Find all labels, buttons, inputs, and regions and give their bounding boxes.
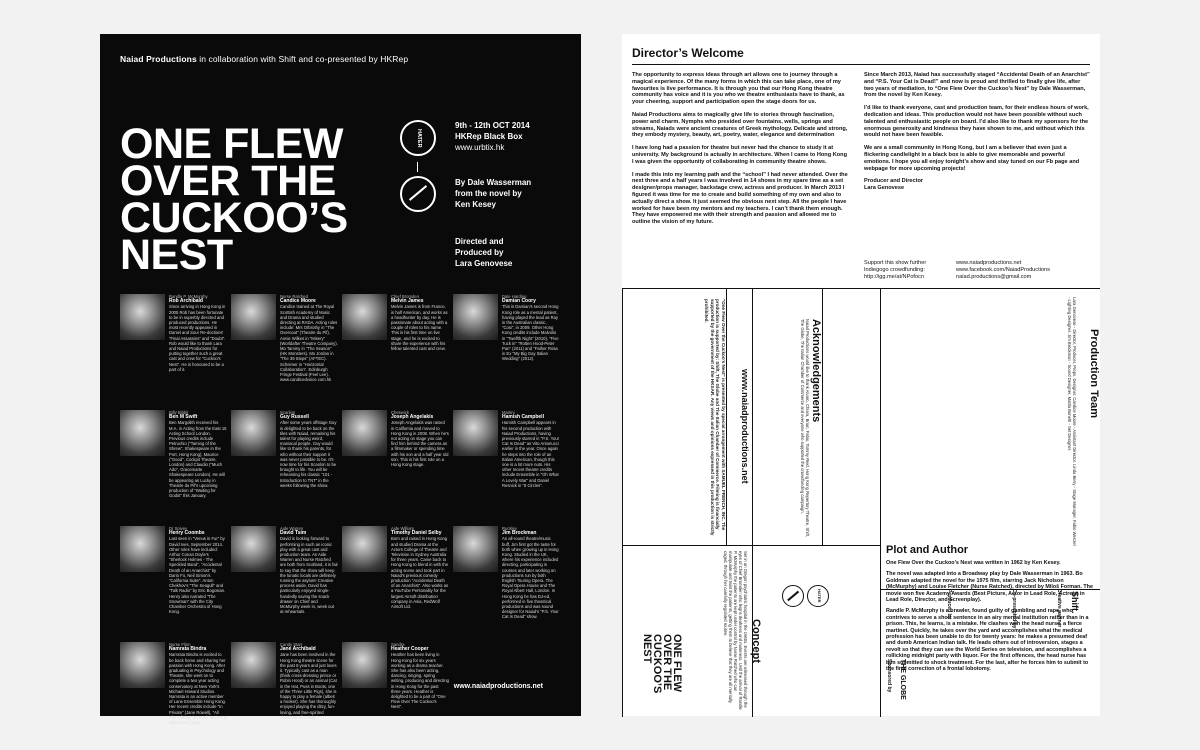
grid-line bbox=[726, 289, 727, 545]
cast-name: Henry Coombs bbox=[169, 530, 205, 537]
poster-title bbox=[120, 120, 410, 279]
cast-bio: After some years offstage Guy is delighted to be back on the tiles with Naiad, remaining his talent for playing weird, maniacal people. Guy would like to thank his parents, for who without their support it was never possible to be. It's now time for his Scanlon to be brought to life. You will be rehearsing his classic "101 - Introduction to TNT" in the weeks following the show. bbox=[280, 420, 337, 488]
cast-role: Nurse Ratched bbox=[280, 294, 308, 299]
plot-and-author bbox=[880, 544, 1100, 678]
cast-row bbox=[120, 294, 565, 398]
support-line-2: Indiegogo crowdfunding: bbox=[864, 267, 925, 273]
vertical-title-line: ONE FLEW bbox=[671, 634, 683, 693]
directors-welcome-title: Director’s Welcome bbox=[632, 46, 744, 60]
cast-photo bbox=[453, 410, 498, 456]
welcome-paragraph: Since March 2013, Naiad has successfully staged “Accidental Death of an Anarchist” and “P.S. Your Cat is Dead!” and now is proud and thrilled to finally give life, after two years of mediation, to “One Flew Over the Cuckoo’s Nest” by Dale Wasserman, from the novel by Ken Kesey. bbox=[864, 72, 1090, 99]
support-links bbox=[864, 260, 1090, 281]
facebook-link[interactable]: www.facebook.com/NaiadProductions bbox=[956, 267, 1050, 273]
title-line-3: CUCKOO’S bbox=[120, 194, 348, 242]
cast-bio: Since arriving in Hong Kong in 2005 Rob has been fortunate to be in superbly directed and produced productions. He most recently appeared in Daniel and Sour Re-doctions' "Final Assassins" and "Doubt". Rob would like to thank Lara and Naiad Productions for putting together such a great cast and crew for "Cuckoo's Nest". He is honoured to be a part of it. bbox=[169, 304, 226, 372]
cast-bio: Candice trained at The Royal Scottish Academy of Music and Drama and studied directing at RADA. Acting roles include: Mrs Orbrothy in "The Overcoat" (Theatre du Pif), Annie Wilkes in "Misery" (Worldafter Theatre Company). Mo Tammy in "The Season" (HK Monsters). Mo Jordan in "The 39 Steps" (AFTEC). Scheimer in "Horizontal Collaboration". Edinburgh Fringe Festival (Feel Lee). www.candicedvoice.com.hk bbox=[280, 304, 338, 383]
sponsored-by-label: Sponsored by bbox=[886, 659, 892, 693]
cast-photo bbox=[342, 526, 387, 572]
concept-text: Set in an Oregon psychiatric hospital in the 1960s. Events are witnessed through the eyes of Chief Bromden who feigns deafness and muteness. Until the arrival of Randle P. McMurphy the patients are kept under control by Nurse Ratched who can manipulate and twist the patients, getting them to believe that they are all mentally caged, through her carefully regulated routine. bbox=[723, 551, 748, 710]
cast-name: Timothy Daniel Selby bbox=[391, 530, 442, 537]
directed-2: Produced by bbox=[455, 248, 504, 257]
hater-logo-text: HATER bbox=[416, 128, 422, 148]
website-link[interactable]: www.naiadproductions.net bbox=[956, 260, 1022, 266]
cast-grid bbox=[120, 294, 565, 750]
presenter-name: Naiad Productions bbox=[120, 54, 197, 64]
cast-bio: Born and raised in Hong Kong and studied Drama at the Actors College of Theatre and Television in Sydney Australia for three years. Came back to Hong Kong to blend in with the acting scene and took part in Naiad's previous comedy production "Accidental Death of an Anarchist". Also works as a YouTube Personality for the largest Airsoft distribution company in Asia, RedWolf Airsoft Ltd. bbox=[391, 536, 449, 610]
cast-role: Martini bbox=[502, 410, 515, 415]
cast-photo bbox=[120, 410, 165, 456]
signature-name: Lara Genovese bbox=[864, 185, 905, 192]
concept-heading: Concept bbox=[750, 619, 762, 663]
title-line-4: NEST bbox=[120, 231, 233, 279]
acknowledgements-heading: Acknowledgements bbox=[810, 319, 822, 423]
welcome-paragraph: Naiad Productions aims to magically give life to stories through fascination, power and charm. Nymphs who presided over fountains, wells, springs and streams, Naiads were ancient creatures of Greek mythology. Delicate and strong, they embody mystery, beauty, art, poetry, water, elegance and determination bbox=[632, 111, 848, 139]
poster-info bbox=[455, 120, 575, 269]
cast-member bbox=[342, 410, 453, 514]
cast-name: Namrata Bindra bbox=[169, 646, 207, 653]
cast-role: Nurse Flinn bbox=[169, 642, 191, 647]
cast-role: Ruckley bbox=[502, 526, 517, 531]
cast-row bbox=[120, 410, 565, 514]
cast-role: Dr Spivey bbox=[169, 526, 188, 531]
acknowledgements-website[interactable]: www.naiadproductions.net bbox=[740, 369, 750, 484]
creative-partner-label: Creative partner bbox=[1056, 589, 1062, 628]
cast-member bbox=[120, 642, 231, 746]
cast-role: Scanlon bbox=[280, 410, 296, 415]
byline-2: from the novel by bbox=[455, 189, 522, 198]
cast-name: Joseph Angelakis bbox=[391, 414, 434, 421]
cast-name: Heather Cooper bbox=[391, 646, 429, 653]
cast-photo bbox=[342, 410, 387, 456]
welcome-column-1 bbox=[632, 72, 850, 232]
cast-name: Jim Brockman bbox=[502, 530, 537, 537]
copresented-by-label: Co-presented by bbox=[1011, 589, 1017, 629]
cast-role: Aide Warren bbox=[280, 526, 304, 531]
cast-name: Hamish Campbell bbox=[502, 414, 544, 421]
cast-member bbox=[231, 526, 342, 630]
cast-bio: Jane has been involved in the Hong Kong theatre scene for the past 8 years and just loves it. Typically cast as a man (think cross-dressing prince or Robin Hood) or an animal (Cat in the Hat, Puss in Boots, one of the Three Little Pigs), she is happy to play a female (albeit a hooker). She has thoroughly enjoyed playing the ditzy, fun-loving, and free-spirited character of Candy. bbox=[280, 652, 337, 720]
cast-photo bbox=[231, 410, 276, 456]
cast-role: Chief Bromden bbox=[391, 294, 419, 299]
title-line-1: ONE FLEW bbox=[120, 120, 343, 168]
cast-bio: Joseph Angelakis was raised in California and moved to Hong Kong in 2008. When he's not acting on stage you can find him behind the camera as a filmmaker or spending time with his son and a half year old son. This is his first role on a Hong Kong stage. bbox=[391, 420, 449, 468]
poster bbox=[100, 34, 581, 726]
vertical-title-line: NEST bbox=[641, 634, 653, 664]
byline-3: Ken Kesey bbox=[455, 200, 496, 209]
cast-bio: Melvin James is from France, is half American, and works as a headhunter by day. He is passionate about acting with a couple of roles to his name. This is his first time on live stage, and he is excited to share the experience with his fellow talented cast and crew. bbox=[391, 304, 448, 352]
cast-bio: Ben Margolith received his M.A. in Acting from the East 15 Acting School London. Previous credits include Petruchio ("Taming of the Shrew", Shakespeare in the Port, Hong Kong), Maurice ("Good", Cockpit Theatre, London) and Claudio ("Much Ado", Gracemarte Shakespeare London). He will be appearing as Lucky in Theatre du Pif's upcoming production of "Waiting for Godot" this January. bbox=[169, 420, 227, 499]
welcome-paragraph: The opportunity to express ideas through art allows one to journey through a magical experience. Of the many forms in which this can take place, one of my favourites is live performance. It is through you that our Hong Kong theatre community has voice and it is you who we theatre enthusiasts have to thank, as your cheering, support and participation open the stage doors for us. bbox=[632, 72, 845, 106]
crowdfunding-link[interactable]: http://igg.me/at/NPofocn bbox=[864, 274, 925, 280]
cast-member bbox=[342, 526, 453, 630]
cast-role: Cheswick bbox=[391, 410, 409, 415]
cast-role: Billy Bibbit bbox=[169, 410, 189, 415]
cast-photo bbox=[231, 294, 276, 340]
grid-line bbox=[622, 545, 880, 546]
cast-member bbox=[120, 294, 231, 398]
cast-role: Aide William bbox=[391, 526, 415, 531]
cast-bio: Heather has been living in Hong Kong for six years working as a drama teacher. She has also been acting, dancing, singing, spring writing, producing and directing in Hong Kong for the past three years. Heather is delighted to be a part of "One Flew Over The Cuckoo's Nest". bbox=[391, 652, 449, 710]
show-venue: HKRep Black Box bbox=[455, 132, 523, 141]
cast-role: Sandra bbox=[391, 642, 405, 647]
plot-paragraph: The novel was adapted into a Broadway play by Dale Wasserman in 1963. Bo Goldman adapted the novel for the 1975 film, starring Jack Nicholson (McMurphy) and Louise Fletcher (Nurse Ratched), directed by Miloš Forman. The movie won five Academy Awards (Best Picture, Actor in Lead Role, Actress in Lead Role, Director, and Screenplay). bbox=[886, 571, 1093, 604]
cast-member bbox=[231, 642, 342, 746]
cast-name: Damian Coory bbox=[502, 298, 536, 305]
poster-footer-url[interactable]: www.naiadproductions.net bbox=[453, 683, 543, 690]
poster-presenter-line bbox=[120, 54, 408, 64]
cast-photo bbox=[453, 294, 498, 340]
ticket-url[interactable]: www.urbtix.hk bbox=[455, 143, 505, 152]
cast-photo bbox=[120, 294, 165, 340]
cast-member bbox=[120, 526, 231, 630]
welcome-paragraph: I’d like to thank everyone, cast and production team, for their endless hours of work, dedication and ideas. This production would not have been possible without such talented and enthusiastic people on board. I’d also like to thank my sponsors for the enormous generosity and kindness they have shown to me, and without which this would not have been feasible. bbox=[864, 105, 1089, 139]
cast-bio: This is Damian's second Hong Kong role as a mental patient, having played the lead as Ray in the Australian classic, "Cosi", in 2009. Other Hong Kong credits include Malvolio in "Twelfth Night" (2010), "Five Tuck in" "Rotten Hood-Peter Pan" (2011) and "Father Rosa in Ex "My Big Gay Italian Wedding" (2012). bbox=[502, 304, 559, 362]
signature bbox=[864, 178, 1090, 192]
plot-title: Plot and Author bbox=[886, 544, 969, 556]
cast-name: Ben M Swift bbox=[169, 414, 198, 421]
cast-photo bbox=[231, 526, 276, 572]
directed-1: Directed and bbox=[455, 237, 504, 246]
cast-member bbox=[453, 526, 564, 630]
grid-line bbox=[822, 289, 823, 545]
shift-logo: Shift. bbox=[1070, 591, 1080, 614]
signature-role: Producer and Director bbox=[864, 178, 924, 185]
cast-row bbox=[120, 526, 565, 630]
cast-role: Randle P. McMurphy bbox=[169, 294, 208, 299]
support-line-1: Support this show further bbox=[864, 260, 927, 266]
email-link[interactable]: naiad.productions@gmail.com bbox=[956, 274, 1032, 280]
production-team-heading: Production Team bbox=[1088, 329, 1100, 419]
cast-member bbox=[342, 294, 453, 398]
cast-member bbox=[120, 410, 231, 514]
no-symbol-icon bbox=[400, 176, 436, 212]
cast-photo bbox=[342, 642, 387, 688]
cast-bio: An all-round theatre/music buff, Jim first got the taste for both when growing up in Hong Kong. Studied in the UK, where his experience included directing, participating in courses and later working on productions run by both English Touring Opera, The Royal Opera House and The Royal Albert Hall, London. In Hong Kong he has DJ-ed, performed in five theatrical productions and was sound designer for Naiad's "P.S. Your Cat Is Dead" show. bbox=[502, 536, 559, 620]
grid-line bbox=[622, 289, 623, 717]
cast-name: Melvin James bbox=[391, 298, 424, 305]
globe-logo: THE GLOBE bbox=[899, 659, 906, 700]
cast-member bbox=[231, 294, 342, 398]
cast-photo bbox=[120, 642, 165, 688]
welcome-paragraph: I have long had a passion for theatre but never had the chance to study it at university. My background is actually in architecture. When I came to Hong Kong I was given the opportunity of collaborating in community theatre shows. bbox=[632, 145, 847, 165]
cast-bio: Namrata Bindra is excited to be back home and sharing her passion with Hong Kong. After graduating in Psychology and Theatre, she went on to complete a two year acting conservatory at New York's Michael Howard Studios. Namrata is an active member of Lane Ensemble Hong Kong. Her recent credits include "In Private" (Jane Rowell), "All The Infamy" (Forms), and "Dog Sees God" (Van). bbox=[169, 652, 227, 726]
acknowledgements-text: Naiad Productions would like to thank Alvaro, Chiara, Brian, Fabio, Tommy Reid, Hong Kong Repertory Theatre, Shift, The Globe, The Italian Chamber of Commerce and everyone who supported the crowdfunding campaign. bbox=[800, 319, 810, 537]
vertical-title-line: OVER THE bbox=[661, 634, 673, 691]
title-rule bbox=[632, 64, 1090, 65]
cast-row bbox=[120, 642, 565, 746]
cast-name: Candice Moore bbox=[280, 298, 316, 305]
cast-bio: Last seen in "Venus in Fur" by David Ives, September 2014. Other roles have included: Arthur Conan Doyle's "Sherlock Holmes - The Speckled Band", "Accidental Death of an Anarchist" by Dario Fo, Neil Simon's "California Suite". Anton Chekhov's "The Seagull" and "Talk Radio" by Eric Bogosian. Henry also narrated "The Snowman" with the City Chamber Orchestra of Hong Kong. bbox=[169, 536, 226, 615]
cast-member bbox=[453, 294, 564, 398]
rights-text: "One Flew Over the Cuckoo's Nest" is presented by special arrangement with SAMUEL FRENCH, INC. The production is supported by: Shift, The Globe and The Italian Chamber of Commerce. Filming is financially supported by the government of the HKSAR. Any views and opinions expressed in this production is strictly prohibited. bbox=[704, 299, 726, 536]
cast-role: Dale Harding bbox=[502, 294, 527, 299]
byline-1: By Dale Wasserman bbox=[455, 178, 532, 187]
cast-role: Candy Starr bbox=[280, 642, 303, 647]
cast-photo bbox=[231, 642, 276, 688]
welcome-paragraph: I made this into my learning path and the “school” I had never attended. Over the next three and a half years I was involved in 14 shows in my spare time as a set designer/props manager, backstage crew, actress and producer. In March 2013 I figured it was time for me to create and build something of my own and also to actually direct a show. It just seemed the obvious next step. All the people I have worked for have been my mentors and my teachers. I can’t thank them enough. They have empowered me with their strength and passion and allowed me to outline the vision of my future. bbox=[632, 171, 848, 226]
plot-paragraph: One Flew Over the Cuckoo’s Nest was written in 1962 by Ken Kesey. bbox=[886, 560, 1061, 566]
welcome-column-2 bbox=[864, 72, 1090, 192]
presenter-collab: in collaboration with Shift and co-presented by HKRep bbox=[196, 54, 409, 64]
cast-member bbox=[342, 642, 453, 746]
show-dates: 9th - 12th OCT 2014 bbox=[455, 121, 530, 130]
vertical-title bbox=[642, 634, 682, 693]
hater-logo-text: HATER bbox=[817, 589, 822, 603]
cast-member bbox=[231, 410, 342, 514]
cast-name: Guy Russell bbox=[280, 414, 309, 421]
cast-name: Jane Archibald bbox=[280, 646, 316, 653]
cast-bio: David is looking forward to performing in such an iconic play with a great cast and production team. As Aide Warren and Nurse Ratched are both from Scotland, it is fair to say that the show will keep the lunatic locals are definitely running the asylum! Creative process aside, David has particularly enjoyed single-handedly saving the snack drawer on Chief and McMurphy week in, week out at rehearsals. bbox=[280, 536, 338, 615]
production-team-text: Lara Genovese - Director, Producer, Props. Designer. Candice Moore - Assistant Director. Linda Berry - Stage Manager. Fabio Wenzel - Lighting Designer. Jim Brockman - Sound Designer. Mattia Bonetti - Set Designer. bbox=[1067, 297, 1077, 546]
hater-logo-icon bbox=[400, 120, 436, 156]
plot-paragraph: Randle P. McMurphy is a brawler, found guilty of gambling and rape, who contrives to serve a short sentence in an airy mental institution rather than in a prison. This, he learns, is a mistake. He clashes with the head nurse, a fierce martinet. Quickly, he takes over the yard and accomplishes what the medical profession has been unable to do for twenty years: he makes a presumed deaf and dumb American Indian talk. He leads others out of introversion, stages a revolt so that they can see the World Series on television, and accomplishes a rollicking midnight party with liquor. For the first offences, the head nurse has him submitted to shock treatment. For the last, after he forces him to submit to the final correction of a frontal lobotomy. bbox=[886, 608, 1089, 673]
logo-connector bbox=[417, 162, 418, 172]
cast-photo bbox=[120, 526, 165, 572]
programme-sheet bbox=[622, 34, 1100, 716]
cast-member bbox=[453, 410, 564, 514]
produced-by-label: Produced by bbox=[946, 589, 952, 620]
cast-photo bbox=[453, 526, 498, 572]
cast-photo bbox=[342, 294, 387, 340]
no-symbol-icon bbox=[782, 585, 804, 607]
cast-name: Rob Archibald bbox=[169, 298, 203, 305]
welcome-paragraph: We are a small community in Hong Kong, but I am a believer that even just a flickering candlelight in a black box is able to give memorable and powerful emotions. I hope you all enjoy tonight’s show and stay tuned on our Fb page and webpage for more upcoming projects! bbox=[864, 145, 1080, 172]
directed-3: Lara Genovese bbox=[455, 259, 513, 268]
vertical-title-line: CUCKOO’S bbox=[651, 634, 663, 694]
cast-bio: Hamish Campbell appears in his second production with Naiad Productions, having previously starred in "P.S. Your Cat Is Dead" as Vito Antonucci earlier in the year. Once again he steps into the role of an Italian American, though this one is a lot more nuts. His other recent theatre credits include Ensemble in "Oh What A Lovely War" and Daniel Resnick in "8 Circles". bbox=[502, 420, 560, 488]
cast-name: David Tsim bbox=[280, 530, 307, 537]
title-line-2: OVER THE bbox=[120, 157, 336, 205]
